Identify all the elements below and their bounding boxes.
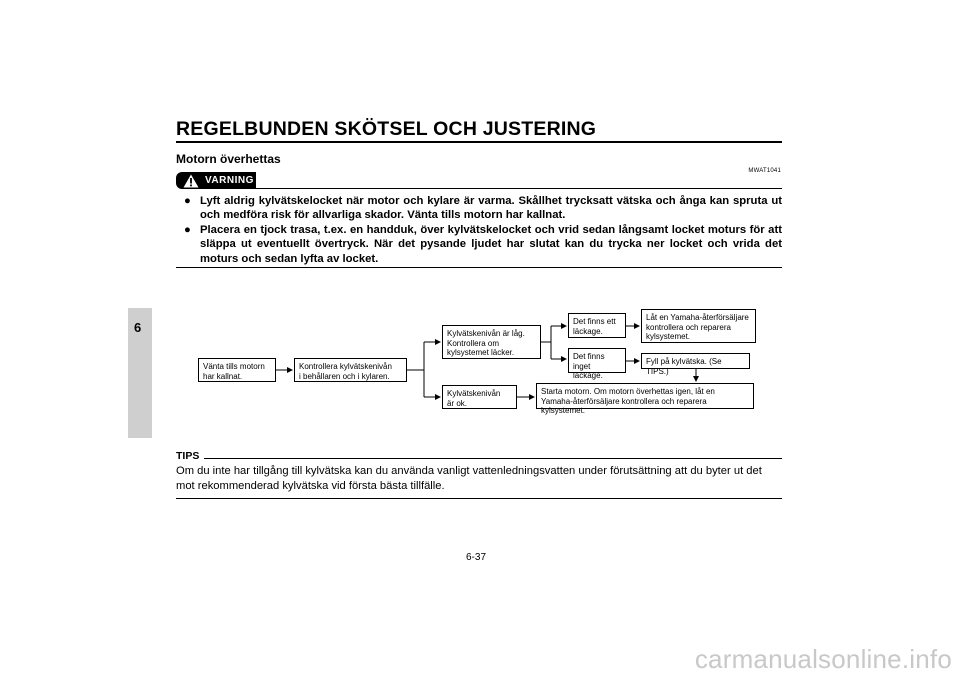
page-number: 6-37: [466, 552, 487, 563]
bullet-icon: ●: [184, 195, 191, 207]
tips-top-rule: [204, 458, 782, 459]
section-title: Motorn överhettas: [176, 152, 281, 166]
flow-box-fill: Fyll på kylvätska. (Se TIPS.): [641, 353, 750, 369]
flow-box-level-low: Kylvätskenivån är låg. Kontrollera om kylsystemet läcker.: [442, 325, 541, 359]
bullet-icon: ●: [184, 223, 191, 236]
flow-box-start-engine: Starta motorn. Om motorn överhettas igen, låt en Yamaha-återförsäljare kontrollera och reparera kylsystemet.: [536, 383, 754, 409]
flow-box-dealer: Låt en Yamaha-återförsäljare kontrollera och reparera kylsystemet.: [641, 309, 756, 343]
chapter-number: 6: [134, 320, 142, 335]
page-header-title: REGELBUNDEN SKÖTSEL OCH JUSTERING: [176, 118, 597, 140]
tips-bottom-rule: [176, 498, 782, 499]
flow-box-leak: Det finns ett läckage.: [568, 313, 626, 338]
flow-box-check-level: Kontrollera kylvätskenivån i behållaren och i kylaren.: [294, 358, 407, 382]
flow-box-no-leak: Det finns inget läckage.: [568, 348, 626, 373]
warning-item: ● Placera en tjock trasa, t.ex. en handduk, över kylvätskelocket och vrid sedan långsamt locket moturs för att släppa ut eventuellt övertryck. När det pysande ljudet har slutat kan du trycka ner locket och vrida det moturs och sedan lyfta av locket.: [176, 223, 782, 266]
flow-box-level-ok: Kylvätskenivån är ok.: [442, 385, 517, 409]
flow-box-wait: Vänta tills motorn har kallnat.: [198, 358, 276, 382]
warning-label: VARNING: [205, 175, 254, 186]
section-code: MWAT1041: [748, 168, 781, 174]
watermark: carmanualsonline.info: [694, 644, 952, 674]
tips-label: TIPS: [176, 450, 200, 462]
tips-text: Om du inte har tillgång till kylvätska kan du använda vanligt vattenledningsvatten under förutsättning att du byter ut det mot rekommenderad kylvätska vid första bästa tillfälle.: [176, 465, 762, 492]
warning-item: ● Lyft aldrig kylvätskelocket när motor och kylare är varma. Skållhet trycksatt vätska och ånga kan spruta ut och medföra risk för allvarliga skador. Vänta tills motorn har kallnat.: [176, 194, 782, 223]
